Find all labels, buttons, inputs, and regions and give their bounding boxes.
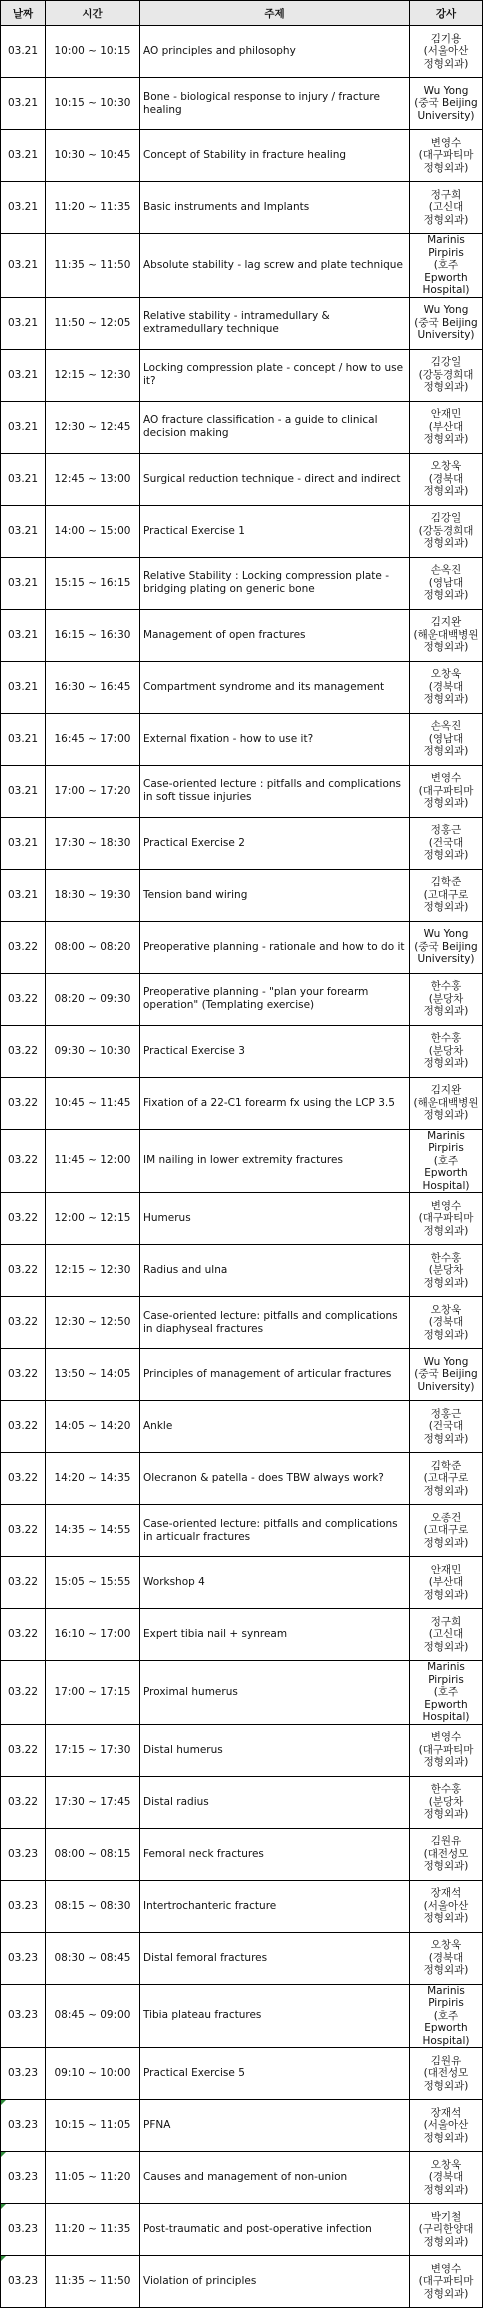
table-row bbox=[1, 713, 483, 765]
table-row bbox=[1, 1505, 483, 1557]
row-date: 03.22 bbox=[1, 1453, 46, 1505]
row-date: 03.23 bbox=[1, 2152, 46, 2204]
table-row bbox=[1, 182, 483, 234]
row-time: 16:45 ~ 17:00 bbox=[46, 713, 140, 765]
row-instructor: 장재석 (서울아산 정형외과) bbox=[410, 2100, 483, 2152]
table-row bbox=[1, 1245, 483, 1297]
row-instructor: 오창욱 (경북대 정형외과) bbox=[410, 1932, 483, 1984]
row-instructor: 김기용 (서울아산 정형외과) bbox=[410, 26, 483, 78]
table-row bbox=[1, 505, 483, 557]
table-row bbox=[1, 1077, 483, 1129]
row-topic: Intertrochanteric fracture bbox=[140, 1880, 410, 1932]
row-date: 03.21 bbox=[1, 817, 46, 869]
table-row bbox=[1, 973, 483, 1025]
row-date: 03.21 bbox=[1, 297, 46, 349]
row-time: 12:00 ~ 12:15 bbox=[46, 1193, 140, 1245]
row-date: 03.21 bbox=[1, 234, 46, 298]
row-topic: Relative Stability : Locking compression plate - bridging plating on generic bone bbox=[140, 557, 410, 609]
row-time: 09:30 ~ 10:30 bbox=[46, 1025, 140, 1077]
row-instructor: Wu Yong (중국 Beijing University) bbox=[410, 297, 483, 349]
row-time: 13:50 ~ 14:05 bbox=[46, 1349, 140, 1401]
row-instructor: 정홍근 (건국대 정형외과) bbox=[410, 817, 483, 869]
row-instructor: 변영수 (대구파티마 정형외과) bbox=[410, 2256, 483, 2308]
row-instructor: Marinis Pirpiris (호주 Epworth Hospital) bbox=[410, 1129, 483, 1193]
row-date: 03.22 bbox=[1, 1724, 46, 1776]
row-instructor: 오창욱 (경북대 정형외과) bbox=[410, 661, 483, 713]
header-time: 시간 bbox=[46, 1, 140, 26]
table-row bbox=[1, 1661, 483, 1725]
row-time: 11:45 ~ 12:00 bbox=[46, 1129, 140, 1193]
row-instructor: 변영수 (대구파티마 정형외과) bbox=[410, 765, 483, 817]
row-topic: IM nailing in lower extremity fractures bbox=[140, 1129, 410, 1193]
row-time: 17:00 ~ 17:15 bbox=[46, 1661, 140, 1725]
row-instructor: 손옥진 (영남대 정형외과) bbox=[410, 557, 483, 609]
row-date: 03.21 bbox=[1, 453, 46, 505]
row-topic: Workshop 4 bbox=[140, 1557, 410, 1609]
row-date: 03.22 bbox=[1, 1349, 46, 1401]
row-date: 03.23 bbox=[1, 1932, 46, 1984]
row-time: 10:30 ~ 10:45 bbox=[46, 130, 140, 182]
row-topic: Surgical reduction technique - direct and indirect bbox=[140, 453, 410, 505]
row-instructor: 김원유 (대전성모 정형외과) bbox=[410, 1828, 483, 1880]
row-instructor: 한수홍 (분당차 정형외과) bbox=[410, 1776, 483, 1828]
row-date: 03.22 bbox=[1, 1609, 46, 1661]
table-row bbox=[1, 1349, 483, 1401]
table-row bbox=[1, 1025, 483, 1077]
table-row bbox=[1, 2100, 483, 2152]
row-time: 08:30 ~ 08:45 bbox=[46, 1932, 140, 1984]
table-row bbox=[1, 453, 483, 505]
row-topic: Tibia plateau fractures bbox=[140, 1984, 410, 2048]
row-topic: Humerus bbox=[140, 1193, 410, 1245]
row-time: 11:05 ~ 11:20 bbox=[46, 2152, 140, 2204]
row-date: 03.23 bbox=[1, 1984, 46, 2048]
row-topic: Post-traumatic and post-operative infection bbox=[140, 2204, 410, 2256]
row-date: 03.23 bbox=[1, 2204, 46, 2256]
row-topic: PFNA bbox=[140, 2100, 410, 2152]
row-time: 12:30 ~ 12:50 bbox=[46, 1297, 140, 1349]
row-instructor: 김원유 (대전성모 정형외과) bbox=[410, 2048, 483, 2100]
row-date: 03.22 bbox=[1, 1505, 46, 1557]
row-time: 08:15 ~ 08:30 bbox=[46, 1880, 140, 1932]
row-topic: Bone - biological response to injury / fracture healing bbox=[140, 78, 410, 130]
table-row bbox=[1, 661, 483, 713]
table-row bbox=[1, 2152, 483, 2204]
table-row bbox=[1, 557, 483, 609]
row-topic: Proximal humerus bbox=[140, 1661, 410, 1725]
table-row bbox=[1, 2256, 483, 2308]
row-topic: Basic instruments and Implants bbox=[140, 182, 410, 234]
row-date: 03.21 bbox=[1, 130, 46, 182]
row-date: 03.23 bbox=[1, 1828, 46, 1880]
row-time: 08:20 ~ 09:30 bbox=[46, 973, 140, 1025]
row-date: 03.22 bbox=[1, 1297, 46, 1349]
row-instructor: 변영수 (대구파티마 정형외과) bbox=[410, 130, 483, 182]
row-date: 03.21 bbox=[1, 661, 46, 713]
row-topic: Management of open fractures bbox=[140, 609, 410, 661]
row-time: 16:10 ~ 17:00 bbox=[46, 1609, 140, 1661]
table-row bbox=[1, 1453, 483, 1505]
row-time: 10:00 ~ 10:15 bbox=[46, 26, 140, 78]
row-instructor: 오창욱 (경북대 정형외과) bbox=[410, 1297, 483, 1349]
row-time: 11:35 ~ 11:50 bbox=[46, 234, 140, 298]
table-row bbox=[1, 1297, 483, 1349]
row-topic: Femoral neck fractures bbox=[140, 1828, 410, 1880]
table-row bbox=[1, 1932, 483, 1984]
row-topic: Practical Exercise 5 bbox=[140, 2048, 410, 2100]
row-time: 17:30 ~ 18:30 bbox=[46, 817, 140, 869]
row-topic: Distal radius bbox=[140, 1776, 410, 1828]
row-topic: Violation of principles bbox=[140, 2256, 410, 2308]
row-topic: External fixation - how to use it? bbox=[140, 713, 410, 765]
row-time: 08:00 ~ 08:15 bbox=[46, 1828, 140, 1880]
row-instructor: 손옥진 (영남대 정형외과) bbox=[410, 713, 483, 765]
row-topic: AO fracture classification - a guide to clinical decision making bbox=[140, 401, 410, 453]
row-topic: Case-oriented lecture: pitfalls and complications in articualr fractures bbox=[140, 1505, 410, 1557]
row-instructor: Wu Yong (중국 Beijing University) bbox=[410, 78, 483, 130]
row-time: 10:45 ~ 11:45 bbox=[46, 1077, 140, 1129]
row-date: 03.21 bbox=[1, 713, 46, 765]
row-date: 03.22 bbox=[1, 921, 46, 973]
row-date: 03.21 bbox=[1, 182, 46, 234]
table-row bbox=[1, 1880, 483, 1932]
table-row bbox=[1, 1724, 483, 1776]
row-topic: Case-oriented lecture : pitfalls and complications in soft tissue injuries bbox=[140, 765, 410, 817]
row-time: 17:00 ~ 17:20 bbox=[46, 765, 140, 817]
row-topic: AO principles and philosophy bbox=[140, 26, 410, 78]
row-topic: Distal femoral fractures bbox=[140, 1932, 410, 1984]
header-date: 날짜 bbox=[1, 1, 46, 26]
row-time: 14:05 ~ 14:20 bbox=[46, 1401, 140, 1453]
table-row bbox=[1, 234, 483, 298]
row-instructor: 박기철 (구리한양대 정형외과) bbox=[410, 2204, 483, 2256]
row-date: 03.21 bbox=[1, 401, 46, 453]
row-time: 09:10 ~ 10:00 bbox=[46, 2048, 140, 2100]
row-instructor: 오종건 (고대구로 정형외과) bbox=[410, 1505, 483, 1557]
table-row bbox=[1, 78, 483, 130]
row-time: 10:15 ~ 10:30 bbox=[46, 78, 140, 130]
row-time: 12:45 ~ 13:00 bbox=[46, 453, 140, 505]
row-topic: Practical Exercise 1 bbox=[140, 505, 410, 557]
row-topic: Expert tibia nail + synream bbox=[140, 1609, 410, 1661]
row-date: 03.22 bbox=[1, 973, 46, 1025]
row-instructor: 김학준 (고대구로 정형외과) bbox=[410, 1453, 483, 1505]
row-instructor: Marinis Pirpiris (호주 Epworth Hospital) bbox=[410, 1984, 483, 2048]
row-instructor: 정홍근 (건국대 정형외과) bbox=[410, 1401, 483, 1453]
table-row bbox=[1, 1609, 483, 1661]
row-time: 16:30 ~ 16:45 bbox=[46, 661, 140, 713]
row-date: 03.22 bbox=[1, 1193, 46, 1245]
row-date: 03.22 bbox=[1, 1661, 46, 1725]
table-row bbox=[1, 1557, 483, 1609]
row-time: 12:30 ~ 12:45 bbox=[46, 401, 140, 453]
row-instructor: 한수홍 (분당차 정형외과) bbox=[410, 973, 483, 1025]
row-time: 14:20 ~ 14:35 bbox=[46, 1453, 140, 1505]
row-time: 16:15 ~ 16:30 bbox=[46, 609, 140, 661]
row-time: 12:15 ~ 12:30 bbox=[46, 349, 140, 401]
row-instructor: 한수홍 (분당차 정형외과) bbox=[410, 1245, 483, 1297]
table-row bbox=[1, 2204, 483, 2256]
row-instructor: 오창욱 (경북대 정형외과) bbox=[410, 453, 483, 505]
row-date: 03.23 bbox=[1, 2100, 46, 2152]
row-time: 18:30 ~ 19:30 bbox=[46, 869, 140, 921]
row-instructor: 김강일 (강동경희대 정형외과) bbox=[410, 505, 483, 557]
row-date: 03.22 bbox=[1, 1557, 46, 1609]
row-topic: Compartment syndrome and its management bbox=[140, 661, 410, 713]
row-instructor: 오창욱 (경북대 정형외과) bbox=[410, 2152, 483, 2204]
table-row bbox=[1, 765, 483, 817]
row-instructor: Marinis Pirpiris (호주 Epworth Hospital) bbox=[410, 234, 483, 298]
row-time: 11:35 ~ 11:50 bbox=[46, 2256, 140, 2308]
row-instructor: 변영수 (대구파티마 정형외과) bbox=[410, 1724, 483, 1776]
row-topic: Preoperative planning - "plan your forearm operation" (Templating exercise) bbox=[140, 973, 410, 1025]
row-date: 03.22 bbox=[1, 1025, 46, 1077]
row-topic: Radius and ulna bbox=[140, 1245, 410, 1297]
header-instructor: 강사 bbox=[410, 1, 483, 26]
row-instructor: 안재민 (부산대 정형외과) bbox=[410, 1557, 483, 1609]
table-row bbox=[1, 130, 483, 182]
row-date: 03.22 bbox=[1, 1245, 46, 1297]
row-instructor: 정구희 (고신대 정형외과) bbox=[410, 182, 483, 234]
row-time: 11:20 ~ 11:35 bbox=[46, 182, 140, 234]
row-topic: Causes and management of non-union bbox=[140, 2152, 410, 2204]
row-time: 17:30 ~ 17:45 bbox=[46, 1776, 140, 1828]
row-instructor: 김학준 (고대구로 정형외과) bbox=[410, 869, 483, 921]
row-date: 03.21 bbox=[1, 26, 46, 78]
row-topic: Absolute stability - lag screw and plate technique bbox=[140, 234, 410, 298]
header-row bbox=[1, 1, 483, 26]
row-date: 03.21 bbox=[1, 765, 46, 817]
table-row bbox=[1, 1984, 483, 2048]
row-time: 14:00 ~ 15:00 bbox=[46, 505, 140, 557]
row-date: 03.22 bbox=[1, 1077, 46, 1129]
row-topic: Ankle bbox=[140, 1401, 410, 1453]
row-instructor: 김강일 (강동경희대 정형외과) bbox=[410, 349, 483, 401]
table-row bbox=[1, 1401, 483, 1453]
row-instructor: Marinis Pirpiris (호주 Epworth Hospital) bbox=[410, 1661, 483, 1725]
row-date: 03.21 bbox=[1, 609, 46, 661]
row-instructor: Wu Yong (중국 Beijing University) bbox=[410, 1349, 483, 1401]
row-date: 03.22 bbox=[1, 1776, 46, 1828]
row-date: 03.21 bbox=[1, 78, 46, 130]
row-time: 15:15 ~ 16:15 bbox=[46, 557, 140, 609]
row-time: 14:35 ~ 14:55 bbox=[46, 1505, 140, 1557]
row-time: 08:45 ~ 09:00 bbox=[46, 1984, 140, 2048]
row-date: 03.22 bbox=[1, 1401, 46, 1453]
row-time: 12:15 ~ 12:30 bbox=[46, 1245, 140, 1297]
row-topic: Tension band wiring bbox=[140, 869, 410, 921]
row-date: 03.22 bbox=[1, 1129, 46, 1193]
row-topic: Practical Exercise 2 bbox=[140, 817, 410, 869]
row-time: 08:00 ~ 08:20 bbox=[46, 921, 140, 973]
row-topic: Fixation of a 22-C1 forearm fx using the LCP 3.5 bbox=[140, 1077, 410, 1129]
table-row bbox=[1, 297, 483, 349]
row-topic: Practical Exercise 3 bbox=[140, 1025, 410, 1077]
row-topic: Olecranon & patella - does TBW always work? bbox=[140, 1453, 410, 1505]
row-topic: Case-oriented lecture: pitfalls and complications in diaphyseal fractures bbox=[140, 1297, 410, 1349]
row-time: 10:15 ~ 11:05 bbox=[46, 2100, 140, 2152]
row-date: 03.23 bbox=[1, 2256, 46, 2308]
row-topic: Concept of Stability in fracture healing bbox=[140, 130, 410, 182]
row-instructor: 김지완 (해운대백병원 정형외과) bbox=[410, 609, 483, 661]
table-row bbox=[1, 1129, 483, 1193]
row-date: 03.21 bbox=[1, 557, 46, 609]
table-row bbox=[1, 817, 483, 869]
row-topic: Locking compression plate - concept / how to use it? bbox=[140, 349, 410, 401]
row-topic: Relative stability - intramedullary & extramedullary technique bbox=[140, 297, 410, 349]
table-row bbox=[1, 2048, 483, 2100]
row-topic: Principles of management of articular fractures bbox=[140, 1349, 410, 1401]
table-row bbox=[1, 869, 483, 921]
row-time: 11:50 ~ 12:05 bbox=[46, 297, 140, 349]
table-row bbox=[1, 609, 483, 661]
table-row bbox=[1, 401, 483, 453]
table-row bbox=[1, 1193, 483, 1245]
row-date: 03.21 bbox=[1, 869, 46, 921]
row-topic: Distal humerus bbox=[140, 1724, 410, 1776]
row-date: 03.23 bbox=[1, 1880, 46, 1932]
table-row bbox=[1, 1776, 483, 1828]
table-row bbox=[1, 26, 483, 78]
table-row bbox=[1, 1828, 483, 1880]
row-date: 03.21 bbox=[1, 505, 46, 557]
row-time: 15:05 ~ 15:55 bbox=[46, 1557, 140, 1609]
row-instructor: 변영수 (대구파티마 정형외과) bbox=[410, 1193, 483, 1245]
table-row bbox=[1, 921, 483, 973]
row-instructor: Wu Yong (중국 Beijing University) bbox=[410, 921, 483, 973]
table-row bbox=[1, 349, 483, 401]
row-instructor: 정구희 (고신대 정형외과) bbox=[410, 1609, 483, 1661]
row-date: 03.21 bbox=[1, 349, 46, 401]
row-date: 03.23 bbox=[1, 2048, 46, 2100]
row-instructor: 안재민 (부산대 정형외과) bbox=[410, 401, 483, 453]
schedule-body bbox=[1, 26, 483, 2308]
row-instructor: 김지완 (해운대백병원 정형외과) bbox=[410, 1077, 483, 1129]
row-time: 11:20 ~ 11:35 bbox=[46, 2204, 140, 2256]
row-topic: Preoperative planning - rationale and how to do it bbox=[140, 921, 410, 973]
header-topic: 주제 bbox=[140, 1, 410, 26]
row-instructor: 한수홍 (분당차 정형외과) bbox=[410, 1025, 483, 1077]
row-instructor: 장재석 (서울아산 정형외과) bbox=[410, 1880, 483, 1932]
row-time: 17:15 ~ 17:30 bbox=[46, 1724, 140, 1776]
